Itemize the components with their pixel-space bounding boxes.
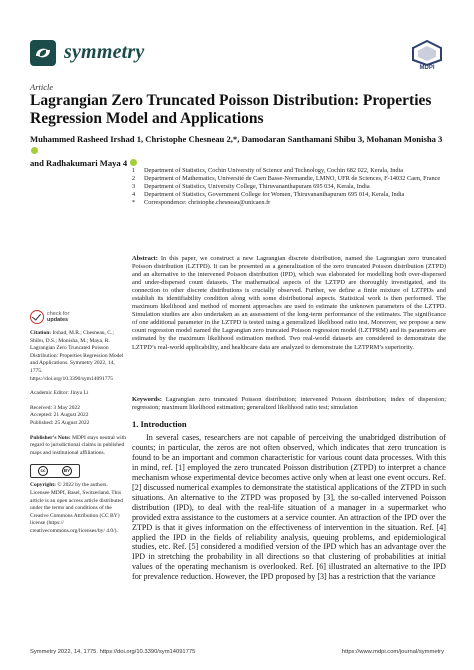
keywords xyxy=(132,396,446,412)
accepted-date: Accepted: 21 August 2022 xyxy=(30,412,89,419)
footer-journal-link[interactable]: https://www.mdpi.com/journal/symmetry xyxy=(341,649,444,655)
article-info-sidebar xyxy=(30,310,126,542)
keywords-label: Keywords: xyxy=(132,396,162,403)
check-for-updates-badge[interactable]: check for updates xyxy=(30,310,126,324)
received-date: Received: 3 May 2022 xyxy=(30,404,80,411)
mdpi-logo-icon[interactable] xyxy=(410,40,444,66)
publisher-name: MDPI xyxy=(419,65,435,71)
article-type: Article xyxy=(30,82,54,92)
article-title: Lagrangian Zero Truncated Poisson Distribution: Properties Regression Model and Applications xyxy=(30,92,432,127)
symmetry-logo-icon xyxy=(30,40,56,66)
section-heading: 1. Introduction xyxy=(132,419,187,429)
authors-line-2: and Radhakumari Maya 4 xyxy=(30,158,128,168)
journal-name[interactable]: symmetry xyxy=(64,41,145,63)
by-icon: BY xyxy=(62,466,72,476)
orcid-icon[interactable] xyxy=(31,147,38,154)
abstract xyxy=(132,255,446,352)
affiliation-item: 4 Department of Statistics, Government College for Women, Thiruvananthapuram 695 014, Kerala, India xyxy=(132,190,405,198)
correspondence: * Correspondence: christophe.chesneau@unicaen.fr xyxy=(132,198,271,206)
affiliation-item: 2 Department of Mathematics, Université de Caen Basse-Normandie, LMNO, UFR de Sciences, F-14032 Caen, France xyxy=(132,174,441,182)
copyright: Copyright: © 2022 by the authors. Licensee MDPI, Basel, Switzerland. This article is an open access article distributed under the terms and conditions of the Creative Commons Attribution (CC BY) license (https:// creativecommons.org/licenses/by/ 4.0/). xyxy=(30,482,123,534)
affiliation-item: 1 Department of Statistics, Cochin University of Science and Technology, Cochin 682 022, Kerala, India xyxy=(132,167,404,174)
dates xyxy=(30,405,126,428)
affiliations xyxy=(132,167,444,207)
citation: Citation: Irshad, M.R.; Chesneau, C.; Shibu, D.S.; Monisha, M.; Maya, R. Lagrangian Zero Truncated Poisson Distribution: Properties Regression Model and Applications. Symmetry 2022, 14, 1775. https://doi.org/10.3390/sym14091775 xyxy=(30,330,124,382)
orcid-icon[interactable] xyxy=(130,159,137,166)
introduction-paragraph: In several cases, researchers are not capable of perceiving the unabridged distribution of counts; in particular, the zeros are not often observed, which indicates that zero truncation is found to be an important and common characteristic for various count data processes. With this in mind, ref. [1] employed the zero truncated Poisson distribution (ZTPD) to interpret a chance mechanism whose experimental device becomes active only when at least one event occurs. Ref. [2] discussed numerical examples to demonstrate the statistical applications of the ZTPD in such situations. An alternative to the ZTPD was proposed by [3], the so-called intervened Poisson distribution (IPD), to deal with the real-life situation of a manager in a supermarket who provided extra assistance to the customers at a service counter. An attraction of the IPD over the ZTPD is that it gives information on the effectiveness of intervention in the situation. Ref. [4] applied the IPD in the fields of reliability analysis, queuing problems, and epidemiological studies, etc. Ref. [5] considered a modified version of the IPD which has an advantage over the IPD in stretching the probability in all directions so that clustering of probabilities at initial values of the operating mechanism is overlooked. Ref. [6] illustrated an alternative to the IPD for prevalence reduction. However, the IPD proposed by [3] has a restriction that the variance xyxy=(132,433,446,582)
abstract-label: Abstract: xyxy=(132,255,158,262)
authors-line-1: Muhammed Rasheed Irshad 1, Christophe Chesneau 2,*, Damodaran Santhamani Shibu 3, Mohanan Monisha 3 xyxy=(30,134,443,144)
footer-citation[interactable]: Symmetry 2022, 14, 1775. https://doi.org/10.3390/sym14091775 xyxy=(30,649,196,655)
academic-editor: Academic Editor: Jinyu Li xyxy=(30,390,89,397)
keywords-text: Lagrangian zero truncated Poisson distribution; intervened Poisson distribution; index of dispersion; regression; maximum likelihood estimation; generalized likelihood ratio test; simulation xyxy=(132,396,446,412)
journal-header xyxy=(30,36,444,76)
author-list xyxy=(30,133,450,169)
check-icon xyxy=(30,310,44,324)
page-footer xyxy=(30,649,444,655)
cc-by-license-badge[interactable] xyxy=(30,464,80,478)
affiliation-item: 3 Department of Statistics, University College, Thiruvananthapuram 695 034, Kerala, India xyxy=(132,182,370,190)
abstract-text: In this paper, we construct a new Lagrangian discrete distribution, named the Lagrangian zero truncated Poisson distribution (LZTPD). It can be presented as a generalization of the zero truncated Poisson distribution (ZTPD) and an alternative to the intervened Poisson distribution (IPD), which was elaborated for modelling both over-dispersed and under-dispersed count datasets. The mathematical aspects of the LZTPD are thoroughly investigated, and its connection to other discrete distributions is crucially observed. Further, we define a finite mixture of LZTPDs and establish its identifiability condition along with some distributional aspects. Statistical work is then performed. The maximum likelihood and method of moment approaches are used to estimate the unknown parameters of the LZTPD. Simulation studies are also undertaken as an assessment of the long-term performance of the estimates. The significance of one additional parameter in the LZTPD is tested using a generalized likelihood ratio test. Moreover, we propose a new count regression model named the Lagrangian zero truncated Poisson regression model (LZTPRM) and its parameters are estimated by the maximum likelihood estimation method. Two real-world datasets are considered to demonstrate the LZTPD’s real-world applicability, and healthcare data are analyzed to demonstrate the LZTPRM’s superiority. xyxy=(132,255,446,351)
published-date: Published: 25 August 2022 xyxy=(30,419,90,426)
cc-icon: cc xyxy=(38,466,48,476)
publisher-note: Publisher’s Note: MDPI stays neutral with regard to jurisdictional claims in published maps and institutional affiliations. xyxy=(30,434,126,456)
